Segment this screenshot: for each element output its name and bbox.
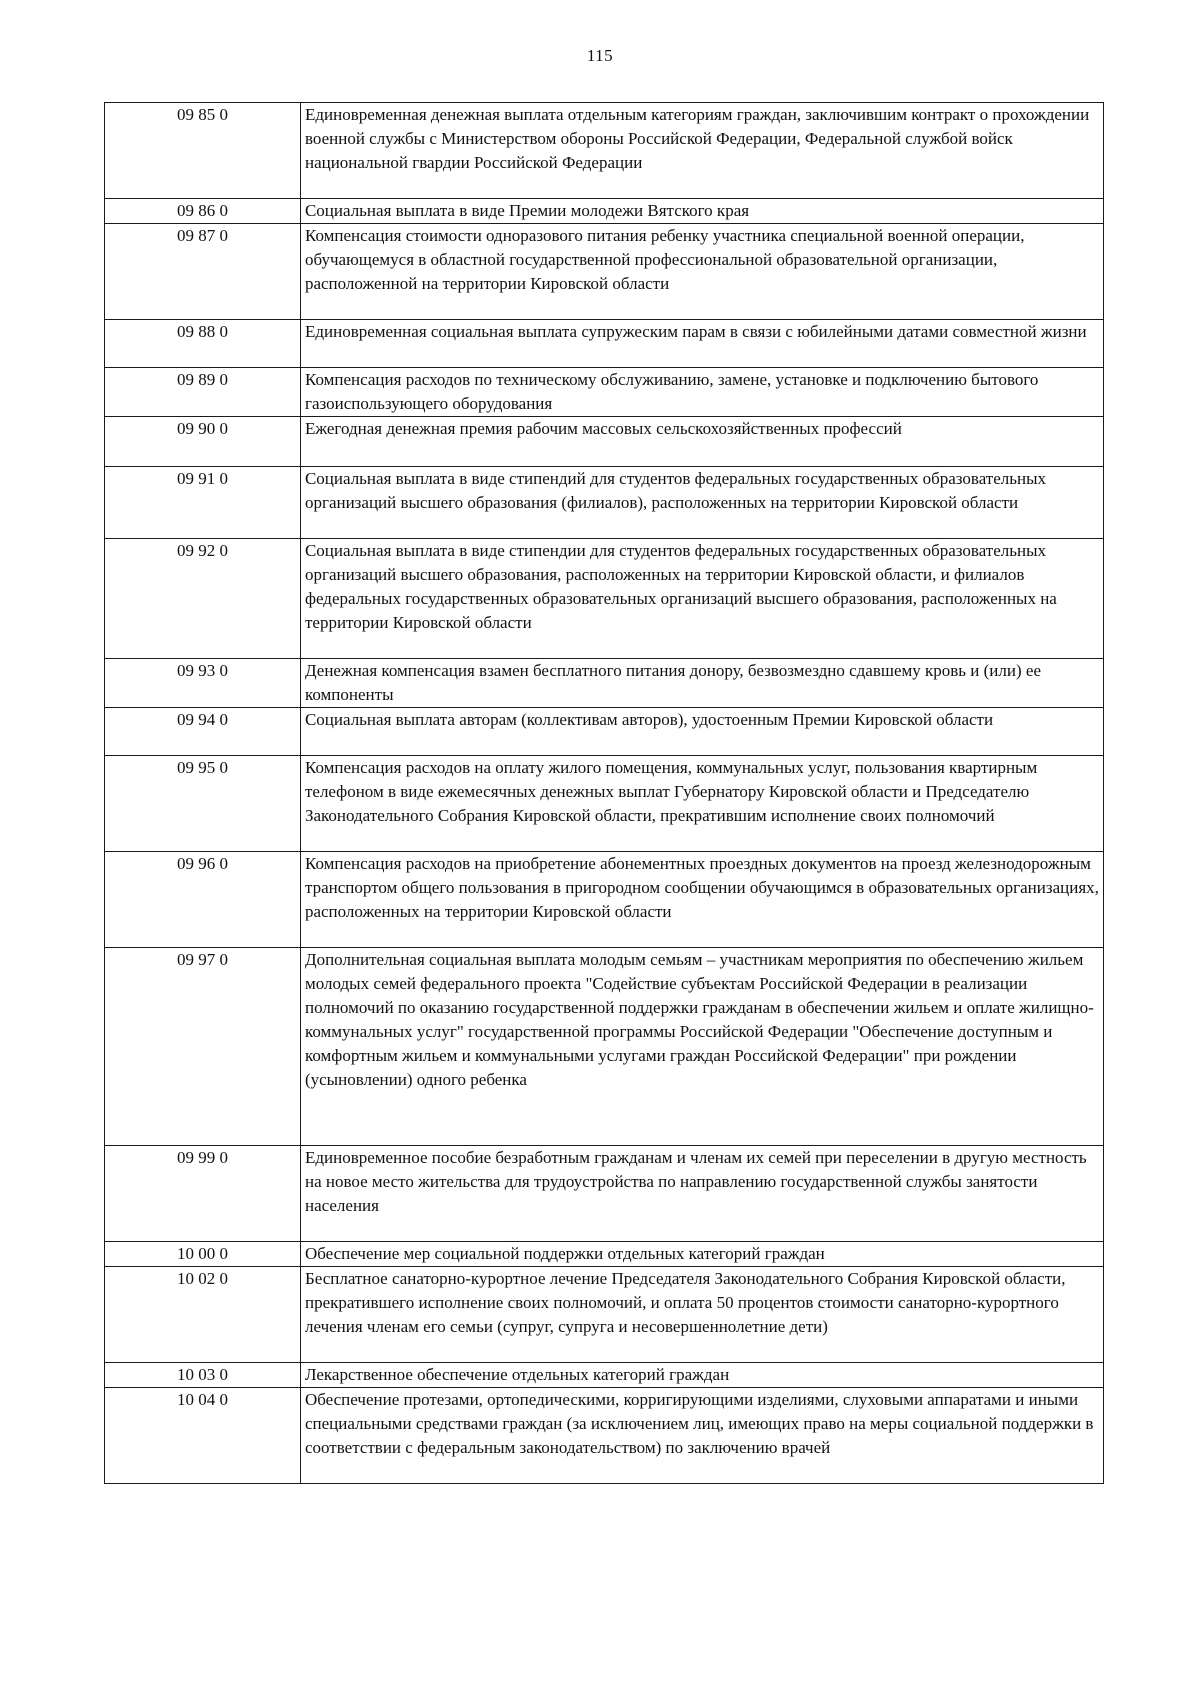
description-cell: Лекарственное обеспечение отдельных категорий граждан	[300, 1363, 1103, 1388]
code-cell: 09 97 0	[105, 948, 301, 1146]
code-cell: 10 02 0	[105, 1267, 301, 1363]
table-row	[105, 320, 1104, 368]
description-cell: Компенсация расходов по техническому обслуживанию, замене, установке и подключению бытового газоиспользующего оборудования	[300, 368, 1103, 417]
code-cell: 09 91 0	[105, 467, 301, 539]
description-cell: Дополнительная социальная выплата молодым семьям – участникам мероприятия по обеспечению жильем молодых семей федерального проекта "Содействие субъектам Российской Федерации в реализации полномочий по оказанию государственной поддержки гражданам в обеспечении жильем и оплате жилищно-коммунальных услуг" государственной программы Российской Федерации "Обеспечение доступным и комфортным жильем и коммунальными услугами граждан Российской Федерации" при рождении (усыновлении) одного ребенка	[300, 948, 1103, 1146]
table-row	[105, 659, 1104, 708]
description-cell: Социальная выплата в виде стипендии для студентов федеральных государственных образовательных организаций высшего образования, расположенных на территории Кировской области, и филиалов федеральных государственных образовательных организаций высшего образования, расположенных на территории Кировской области	[300, 539, 1103, 659]
table-row	[105, 852, 1104, 948]
table-row	[105, 368, 1104, 417]
code-cell: 09 96 0	[105, 852, 301, 948]
table-row	[105, 1388, 1104, 1484]
table-row	[105, 199, 1104, 224]
code-cell: 09 90 0	[105, 417, 301, 467]
table-row	[105, 539, 1104, 659]
description-cell: Социальная выплата в виде стипендий для студентов федеральных государственных образовательных организаций высшего образования (филиалов), расположенных на территории Кировской области	[300, 467, 1103, 539]
table-row	[105, 467, 1104, 539]
description-cell: Единовременная социальная выплата супружеским парам в связи с юбилейными датами совместной жизни	[300, 320, 1103, 368]
description-cell: Обеспечение мер социальной поддержки отдельных категорий граждан	[300, 1242, 1103, 1267]
table-row	[105, 1242, 1104, 1267]
code-cell: 09 94 0	[105, 708, 301, 756]
code-cell: 09 85 0	[105, 103, 301, 199]
code-cell: 09 92 0	[105, 539, 301, 659]
table-row	[105, 1267, 1104, 1363]
description-cell: Социальная выплата авторам (коллективам авторов), удостоенным Премии Кировской области	[300, 708, 1103, 756]
code-cell: 09 99 0	[105, 1146, 301, 1242]
description-cell: Денежная компенсация взамен бесплатного питания донору, безвозмездно сдавшему кровь и (или) ее компоненты	[300, 659, 1103, 708]
table-row	[105, 708, 1104, 756]
code-cell: 09 93 0	[105, 659, 301, 708]
description-cell: Социальная выплата в виде Премии молодежи Вятского края	[300, 199, 1103, 224]
description-cell: Ежегодная денежная премия рабочим массовых сельскохозяйственных профессий	[300, 417, 1103, 467]
code-cell: 09 86 0	[105, 199, 301, 224]
code-cell: 09 95 0	[105, 756, 301, 852]
code-cell: 10 00 0	[105, 1242, 301, 1267]
code-cell: 10 04 0	[105, 1388, 301, 1484]
description-cell: Компенсация стоимости одноразового питания ребенку участника специальной военной операции, обучающемуся в областной государственной профессиональной образовательной организации, расположенной на территории Кировской области	[300, 224, 1103, 320]
description-cell: Компенсация расходов на приобретение абонементных проездных документов на проезд железнодорожным транспортом общего пользования в пригородном сообщении обучающимся в образовательных организациях, расположенных на территории Кировской области	[300, 852, 1103, 948]
description-cell: Единовременная денежная выплата отдельным категориям граждан, заключившим контракт о прохождении военной службы с Министерством обороны Российской Федерации, Федеральной службой войск национальной гвардии Российской Федерации	[300, 103, 1103, 199]
page-number: 115	[586, 46, 614, 65]
code-cell: 09 87 0	[105, 224, 301, 320]
table-row	[105, 756, 1104, 852]
table-row	[105, 1363, 1104, 1388]
description-cell: Бесплатное санаторно-курортное лечение Председателя Законодательного Собрания Кировской области, прекратившего исполнение своих полномочий, и оплата 50 процентов стоимости санаторно-курортного лечения членам его семьи (супруг, супруга и несовершеннолетние дети)	[300, 1267, 1103, 1363]
table-row	[105, 103, 1104, 199]
code-cell: 09 89 0	[105, 368, 301, 417]
code-cell: 09 88 0	[105, 320, 301, 368]
description-cell: Компенсация расходов на оплату жилого помещения, коммунальных услуг, пользования квартирным телефоном в виде ежемесячных денежных выплат Губернатору Кировской области и Председателю Законодательного Собрания Кировской области, прекратившим исполнение своих полномочий	[300, 756, 1103, 852]
description-cell: Обеспечение протезами, ортопедическими, корригирующими изделиями, слуховыми аппаратами и иными специальными средствами граждан (за исключением лиц, имеющих право на меры социальной поддержки в соответствии с федеральным законодательством) по заключению врачей	[300, 1388, 1103, 1484]
description-cell: Единовременное пособие безработным гражданам и членам их семей при переселении в другую местность на новое место жительства для трудоустройства по направлению государственной службы занятости населения	[300, 1146, 1103, 1242]
classification-table	[104, 102, 1104, 1484]
table-row	[105, 417, 1104, 467]
table-row	[105, 224, 1104, 320]
table-row	[105, 1146, 1104, 1242]
code-cell: 10 03 0	[105, 1363, 301, 1388]
table-row	[105, 948, 1104, 1146]
